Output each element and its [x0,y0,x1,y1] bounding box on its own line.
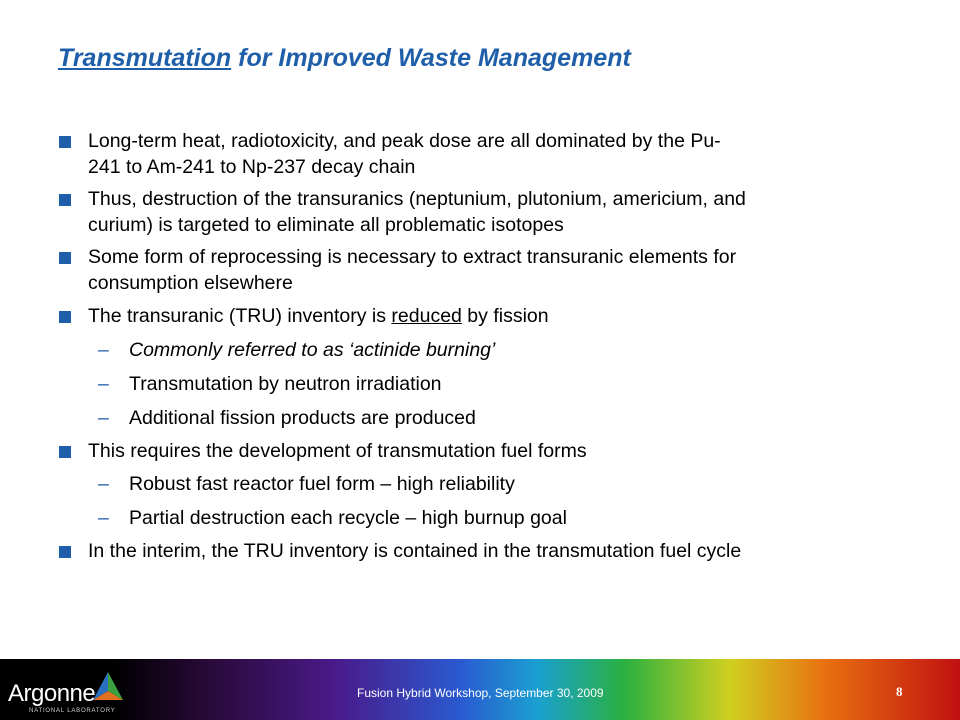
dash-icon: – [98,507,109,529]
sub-bullet-item [58,371,888,397]
page-number: 8 [896,684,903,699]
sub-bullet-text: Commonly referred to as ‘actinide burning’ [129,339,496,361]
dash-icon: – [98,339,109,361]
slide-title [58,44,631,73]
dash-icon: – [98,407,109,429]
bullet-text-line: Thus, destruction of the transuranics (neptunium, plutonium, americium, and [88,188,746,210]
bullet-text-line: Some form of reprocessing is necessary to extract transuranic elements for [88,246,737,268]
title-rest: for Improved Waste Management [231,44,631,72]
bullet-text: The transuranic (TRU) inventory is [88,305,392,327]
sub-bullet-item [58,337,888,363]
bullet-square-icon [59,252,71,264]
bullet-square-icon [59,194,71,206]
argonne-logo-text: Argonne [8,680,96,707]
bullet-item [58,438,888,464]
sub-bullet-item [58,505,888,531]
bullet-square-icon [59,136,71,148]
bullet-square-icon [59,546,71,558]
bullet-list [58,128,888,564]
bullet-text-line: consumption elsewhere [88,272,293,294]
bullet-item [58,186,888,238]
bullet-item [58,303,888,329]
bullet-text-line: Long-term heat, radiotoxicity, and peak dose are all dominated by the Pu- [88,130,721,152]
bullet-item [58,244,888,296]
sub-bullet-text: Additional fission products are produced [129,407,476,429]
bullet-text: This requires the development of transmutation fuel forms [88,440,587,462]
sub-bullet-text: Partial destruction each recycle – high burnup goal [129,507,567,529]
sub-bullet-text: Robust fast reactor fuel form – high reliability [129,473,515,495]
footer-event-text: Fusion Hybrid Workshop, September 30, 2009 [357,686,604,700]
argonne-logo-subtitle: NATIONAL LABORATORY [29,708,116,714]
bullet-item [58,128,888,180]
dash-icon: – [98,473,109,495]
argonne-triangle-logo-icon [91,670,125,702]
bullet-text-line: 241 to Am-241 to Np-237 decay chain [88,156,416,178]
bullet-text-line: curium) is targeted to eliminate all problematic isotopes [88,214,564,236]
bullet-item [58,538,888,564]
sub-bullet-item [58,471,888,497]
dash-icon: – [98,373,109,395]
bullet-text: In the interim, the TRU inventory is contained in the transmutation fuel cycle [88,540,742,562]
bullet-text-underlined: reduced [391,305,462,327]
bullet-text: by fission [461,305,549,327]
sub-bullet-text: Transmutation by neutron irradiation [129,373,442,395]
sub-bullet-item [58,405,888,431]
footer-band [0,659,960,720]
bullet-square-icon [59,446,71,458]
title-underlined: Transmutation [58,44,232,72]
bullet-square-icon [59,311,71,323]
